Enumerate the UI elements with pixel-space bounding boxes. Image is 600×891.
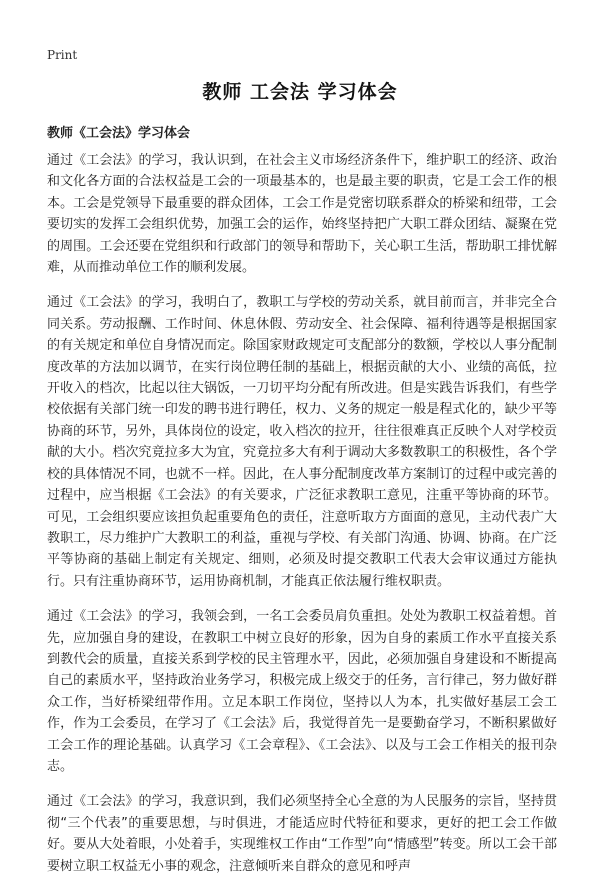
document-subtitle: 教师《工会法》学习体会 (47, 126, 191, 141)
paragraph: 通过《工会法》的学习，我明白了，教职工与学校的劳动关系，就目前而言，并非完全合同关系。劳动报酬、工作时间、休息休假、劳动安全、社会保障、福利待遇等是根据国家的有关规定和单位自身情况而定。除国家财政规定可支配部分的数额，学校以人事分配制度改革的方法加以调节，在实行岗位聘任制的基础上，根据贡献的大小、业绩的高低，拉开收入的档次，比起以往大锅饭，一刀切平均分配有所改进。但是实践告诉我们，有些学校依据有关部门统一印发的聘书进行聘任，权力、义务的规定一般是程式化的，缺少平等协商的环节，另外，具体岗位的设定，收入档次的拉开，往往很难真正反映个人对学校贡献的大小。档次究竟拉多大为宜，究竟拉多大有利于调动大多数教职工的积极性，各个学校的具体情况不同，也就不一样。因此，在人事分配制度改革方案制订的过程中或完善的过程中，应当根据《工会法》的有关要求，广泛征求教职工意见，注重平等协商的环节。可见，工会组织要应该担负起重要角色的责任，注意听取方方面面的意见，主动代表广大教职工，尽力维护广大教职工的利益，重视与学校、有关部门沟通、协调、协商。在广泛平等协商的基础上制定有关规定、细则，必须及时提交教职工代表大会审议通过方能执行。只有注重协商环节，运用协商机制，才能真正依法履行维权职责。 (47, 295, 557, 589)
paragraph: 通过《工会法》的学习，我认识到，在社会主义市场经济条件下，维护职工的经济、政治和文化各方面的合法权益是工会的一项最基本的，也是最主要的职责，它是工会工作的根本。工会是党领导下最重要的群众团体，工会工作是党密切联系群众的桥梁和纽带，工会要切实的发挥工会组织优势，加强工会的运作，始终坚持把广大职工群众团结、凝聚在党的周围。工会还要在党组织和行政部门的领导和帮助下，关心职工生活，帮助职工排忧解难，从而推动单位工作的顺利发展。 (47, 153, 557, 276)
paragraph: 通过《工会法》的学习，我领会到，一名工会委员肩负重担。处处为教职工权益着想。首先，应加强自身的建设，在教职工中树立良好的形象，因为自身的素质工作水平直接关系到教代会的质量，直接关系到学校的民主管理水平，因此，必须加强自身建设和不断提高自己的素质水平，坚持政治业务学习，积极完成上级交于的任务，言行律己，努力做好群众工作，当好桥梁纽带作用。立足本职工作岗位，坚持以人为本，扎实做好基层工会工作，作为工会委员，在学习了《工会法》后，我觉得首先一是要勤奋学习，不断积累做好工会工作的理论基础。认真学习《工会章程》、《工会法》、以及与工会工作相关的报刊杂志。 (47, 609, 557, 774)
document-body (47, 150, 557, 891)
document-title: 教师 工会法 学习体会 (202, 81, 398, 103)
paragraph: 通过《工会法》的学习，我意识到，我们必须坚持全心全意的为人民服务的宗旨，坚持贯彻“三个代表”的重要思想，与时俱进，才能适应时代特征和要求，更好的把工会工作做好。要从大处着眼，小处着手，实现维权工作由“工作型”向“情感型”转变。所以工会干部要树立职工权益无小事的观念，注意倾听来自群众的意见和呼声 (47, 794, 557, 874)
print-link[interactable]: Print (47, 48, 78, 62)
